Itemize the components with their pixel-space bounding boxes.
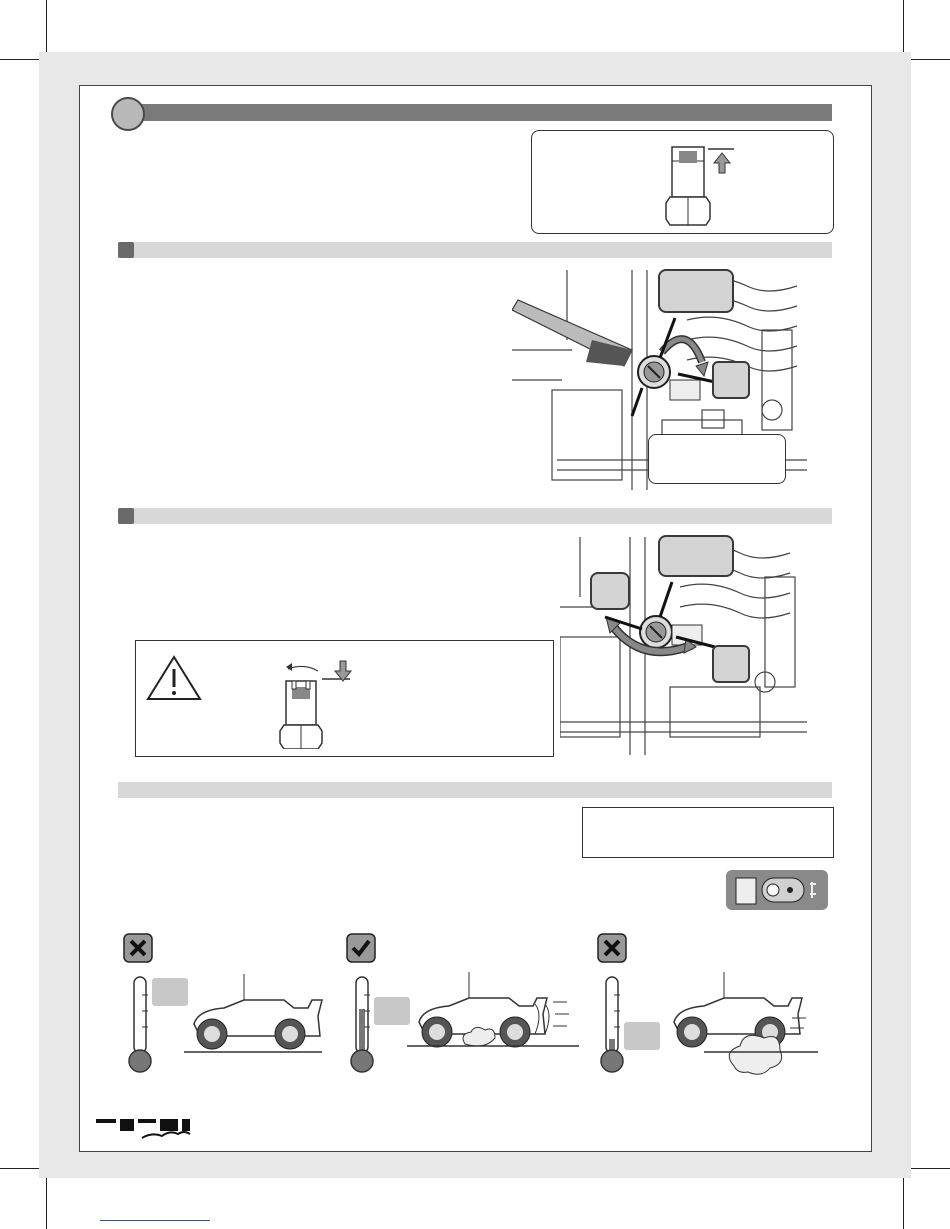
crop-mark [911,1168,950,1169]
note-box-top [648,434,786,484]
note-box-right [582,807,834,858]
truck-icon [182,972,324,1058]
subsection-marker [118,508,134,524]
crop-mark [911,59,950,60]
crop-mark [0,59,39,60]
footer-link[interactable] [100,1212,210,1226]
callout-bottom-large [658,535,734,577]
subsection-bar [118,242,832,258]
needle-setting-box [531,130,834,234]
temp-label-box [624,1022,660,1050]
callout-bottom-small [712,645,750,683]
callout-top-large [658,269,734,313]
subsection-bar [118,508,832,524]
thermometer-icon [126,975,154,1075]
check-mark-icon [346,933,376,963]
needle-valve-turn-icon [276,659,366,749]
hpi-racing-logo [96,1116,192,1140]
thermometer-icon [598,975,626,1075]
subsection-bar [118,782,832,798]
needle-valve-icon [532,131,833,233]
thermometer-icon [348,975,376,1075]
footer-link-underline [100,1220,210,1221]
x-mark-icon [123,933,153,963]
callout-bottom-left [590,572,630,610]
glow-indicator-icon [726,870,828,910]
callout-top-small [712,361,750,399]
warning-triangle-icon [146,655,202,701]
x-mark-icon [597,933,627,963]
section-header-bar [128,104,832,121]
crop-mark [0,1168,39,1169]
truck-with-smoke-icon [405,970,581,1058]
crop-mark [46,0,47,52]
warning-box [135,640,554,757]
crop-mark [903,0,904,52]
step-number-circle [111,97,145,131]
truck-with-smoke-icon [664,970,824,1082]
subsection-marker [118,242,134,258]
crop-mark [903,1178,904,1229]
crop-mark [46,1178,47,1229]
